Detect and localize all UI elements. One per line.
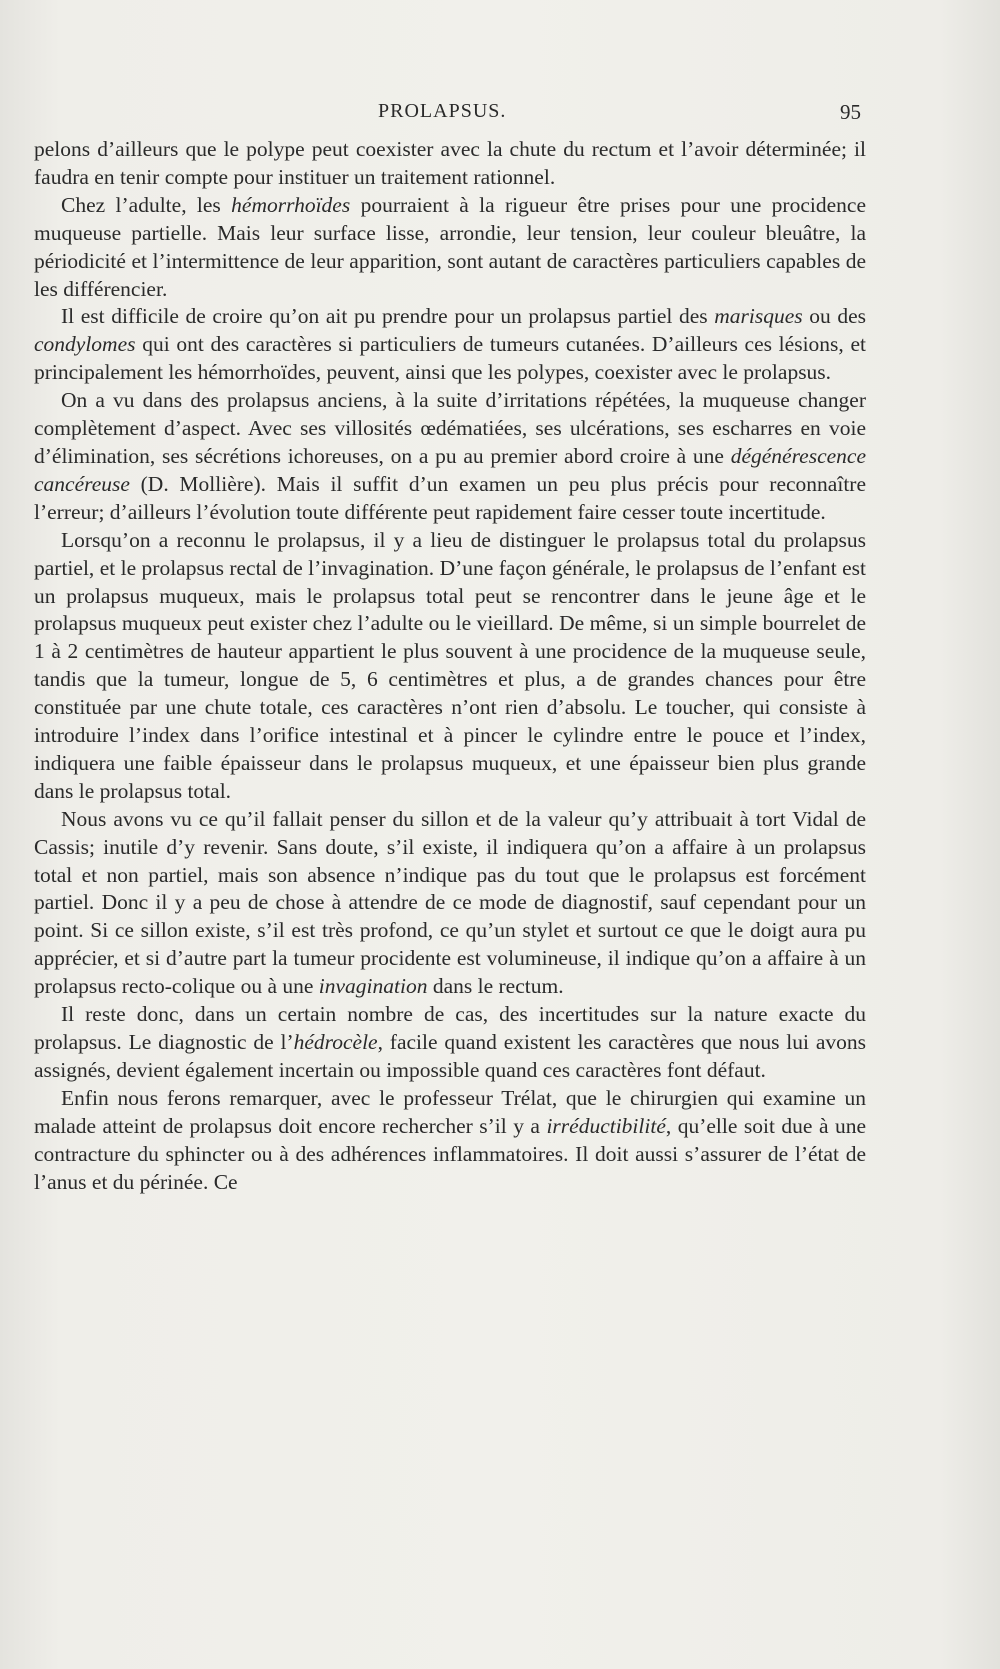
italic-term: invagination: [318, 974, 428, 999]
paragraph-text: Il est difficile de croire qu’on ait pu prendre pour un prolapsus partiel des: [61, 304, 715, 329]
running-head-title: PROLAPSUS.: [378, 100, 507, 122]
italic-term: condylomes: [34, 332, 136, 357]
italic-term: hédrocèle: [293, 1030, 378, 1054]
paragraph-text: (D. Mollière). Mais il suffit d’un examen un peu plus précis pour reconnaître l’erreur; d’ailleurs l’évolution toute différente peut rapidement faire cesser toute incertitude.: [34, 471, 866, 524]
italic-term: hémorrhoïdes: [231, 192, 351, 217]
paragraph-text: , qu’elle soit due à une contracture du sphincter ou à des adhérences inflammatoires. Il doit aussi s’assurer de l’état de l’anus et du périnée. Ce: [34, 1113, 866, 1194]
paragraph-polype: [34, 136, 866, 192]
paragraph-distinction: [34, 527, 866, 806]
paragraph-hedrocele: [34, 1001, 866, 1085]
paragraph-text: Il reste donc, dans un certain nombre de cas, des incertitudes sur la nature exacte du prolapsus. Le diagnostic de l’: [34, 1002, 866, 1054]
paragraph-text: ou des: [802, 304, 866, 329]
paragraph-text: Nous avons vu ce qu’il fallait penser du sillon et de la valeur qu’y attribuait à tort Vidal de Cassis; inutile d’y revenir. Sans doute, s’il existe, il indiquera qu’on a affaire à un prolapsus total et non partiel, mais son absence n’indique pas du tout que le prolapsus est forcément partiel. Donc il y a peu de chose à attendre de ce mode de diagnostif, sauf cependant pour un point. Si ce sillon existe, s’il est très profond, ce qu’un stylet et surtout ce que le doigt aura pu apprécier, et si d’autre part la tumeur procidente est volumineuse, il indique qu’on a affaire à un prolapsus recto-colique ou à une: [34, 806, 866, 999]
paragraph-text: dans le rectum.: [427, 974, 564, 999]
body-text: [34, 136, 866, 1196]
paragraph-text: qui ont des caractères si particuliers de tumeurs cutanées. D’ailleurs ces lésions, et principalement les hémorrhoïdes, peuvent, ainsi que les polypes, coexister avec le prolapsus.: [34, 332, 866, 385]
paragraph-text: Enfin nous ferons remarquer, avec le professeur Trélat, que le chirurgien qui examine un malade atteint de prolapsus doit encore rechercher s’il y a: [34, 1085, 866, 1138]
italic-term: dégénérescence cancéreuse: [34, 443, 866, 496]
running-head: [0, 100, 1000, 132]
paragraph-text: pelons d’ailleurs que le polype peut coexister avec la chute du rectum et l’avoir déterminée; il faudra en tenir compte pour instituer un traitement rationnel.: [34, 137, 866, 189]
paragraph-degenerescence: [34, 387, 866, 527]
paragraph-text: Lorsqu’on a reconnu le prolapsus, il y a lieu de distinguer le prolapsus total du prolapsus partiel, et le prolapsus rectal de l’invagination. D’une façon générale, le prolapsus de l’enfant est un prolapsus muqueux, mais le prolapsus total peut se rencontrer dans le jeune âge et le prolapsus muqueux peut exister chez l’adulte ou le vieillard. De même, si un simple bourrelet de 1 à 2 centimètres de hauteur appartient le plus souvent à une procidence de la muqueuse seule, tandis que la tumeur, longue de 5, 6 centimètres et plus, a de grandes chances pour être constituée par une chute totale, ces caractères n’ont rien d’absolu. Le toucher, qui consiste à introduire l’index dans l’orifice intestinal et à pincer le cylindre entre le pouce et l’index, indiquera une faible épaisseur dans le prolapsus muqueux, et une épaisseur bien plus grande dans le prolapsus total.: [34, 527, 866, 803]
paragraph-text: , facile quand existent les caractères que nous lui avons assignés, devient également incertain ou impossible quand ces caractères font défaut.: [34, 1030, 866, 1082]
paragraph-marisques: [34, 303, 866, 387]
paragraph-text: pourraient à la rigueur être prises pour une procidence muqueuse partielle. Mais leur surface lisse, arrondie, leur tension, leur couleur bleuâtre, la périodicité et l’intermittence de leur apparition, sont autant de caractères particuliers capables de les différencier.: [34, 192, 866, 301]
paragraph-hemorrhoides: [34, 192, 866, 304]
paragraph-sillon: [34, 806, 866, 1001]
italic-term: irréductibilité: [546, 1113, 666, 1138]
paragraph-text: Chez l’adulte, les: [61, 192, 232, 217]
italic-term: marisques: [714, 304, 803, 329]
paragraph-irreductibilite: [34, 1085, 866, 1197]
page-number: 95: [840, 100, 861, 124]
paragraph-text: On a vu dans des prolapsus anciens, à la suite d’irritations répétées, la muqueuse changer complètement d’aspect. Avec ses villosités œdématiées, ses ulcérations, ses escharres en voie d’élimination, ses sécrétions ichoreuses, on a pu au premier abord croire à une: [34, 388, 866, 468]
